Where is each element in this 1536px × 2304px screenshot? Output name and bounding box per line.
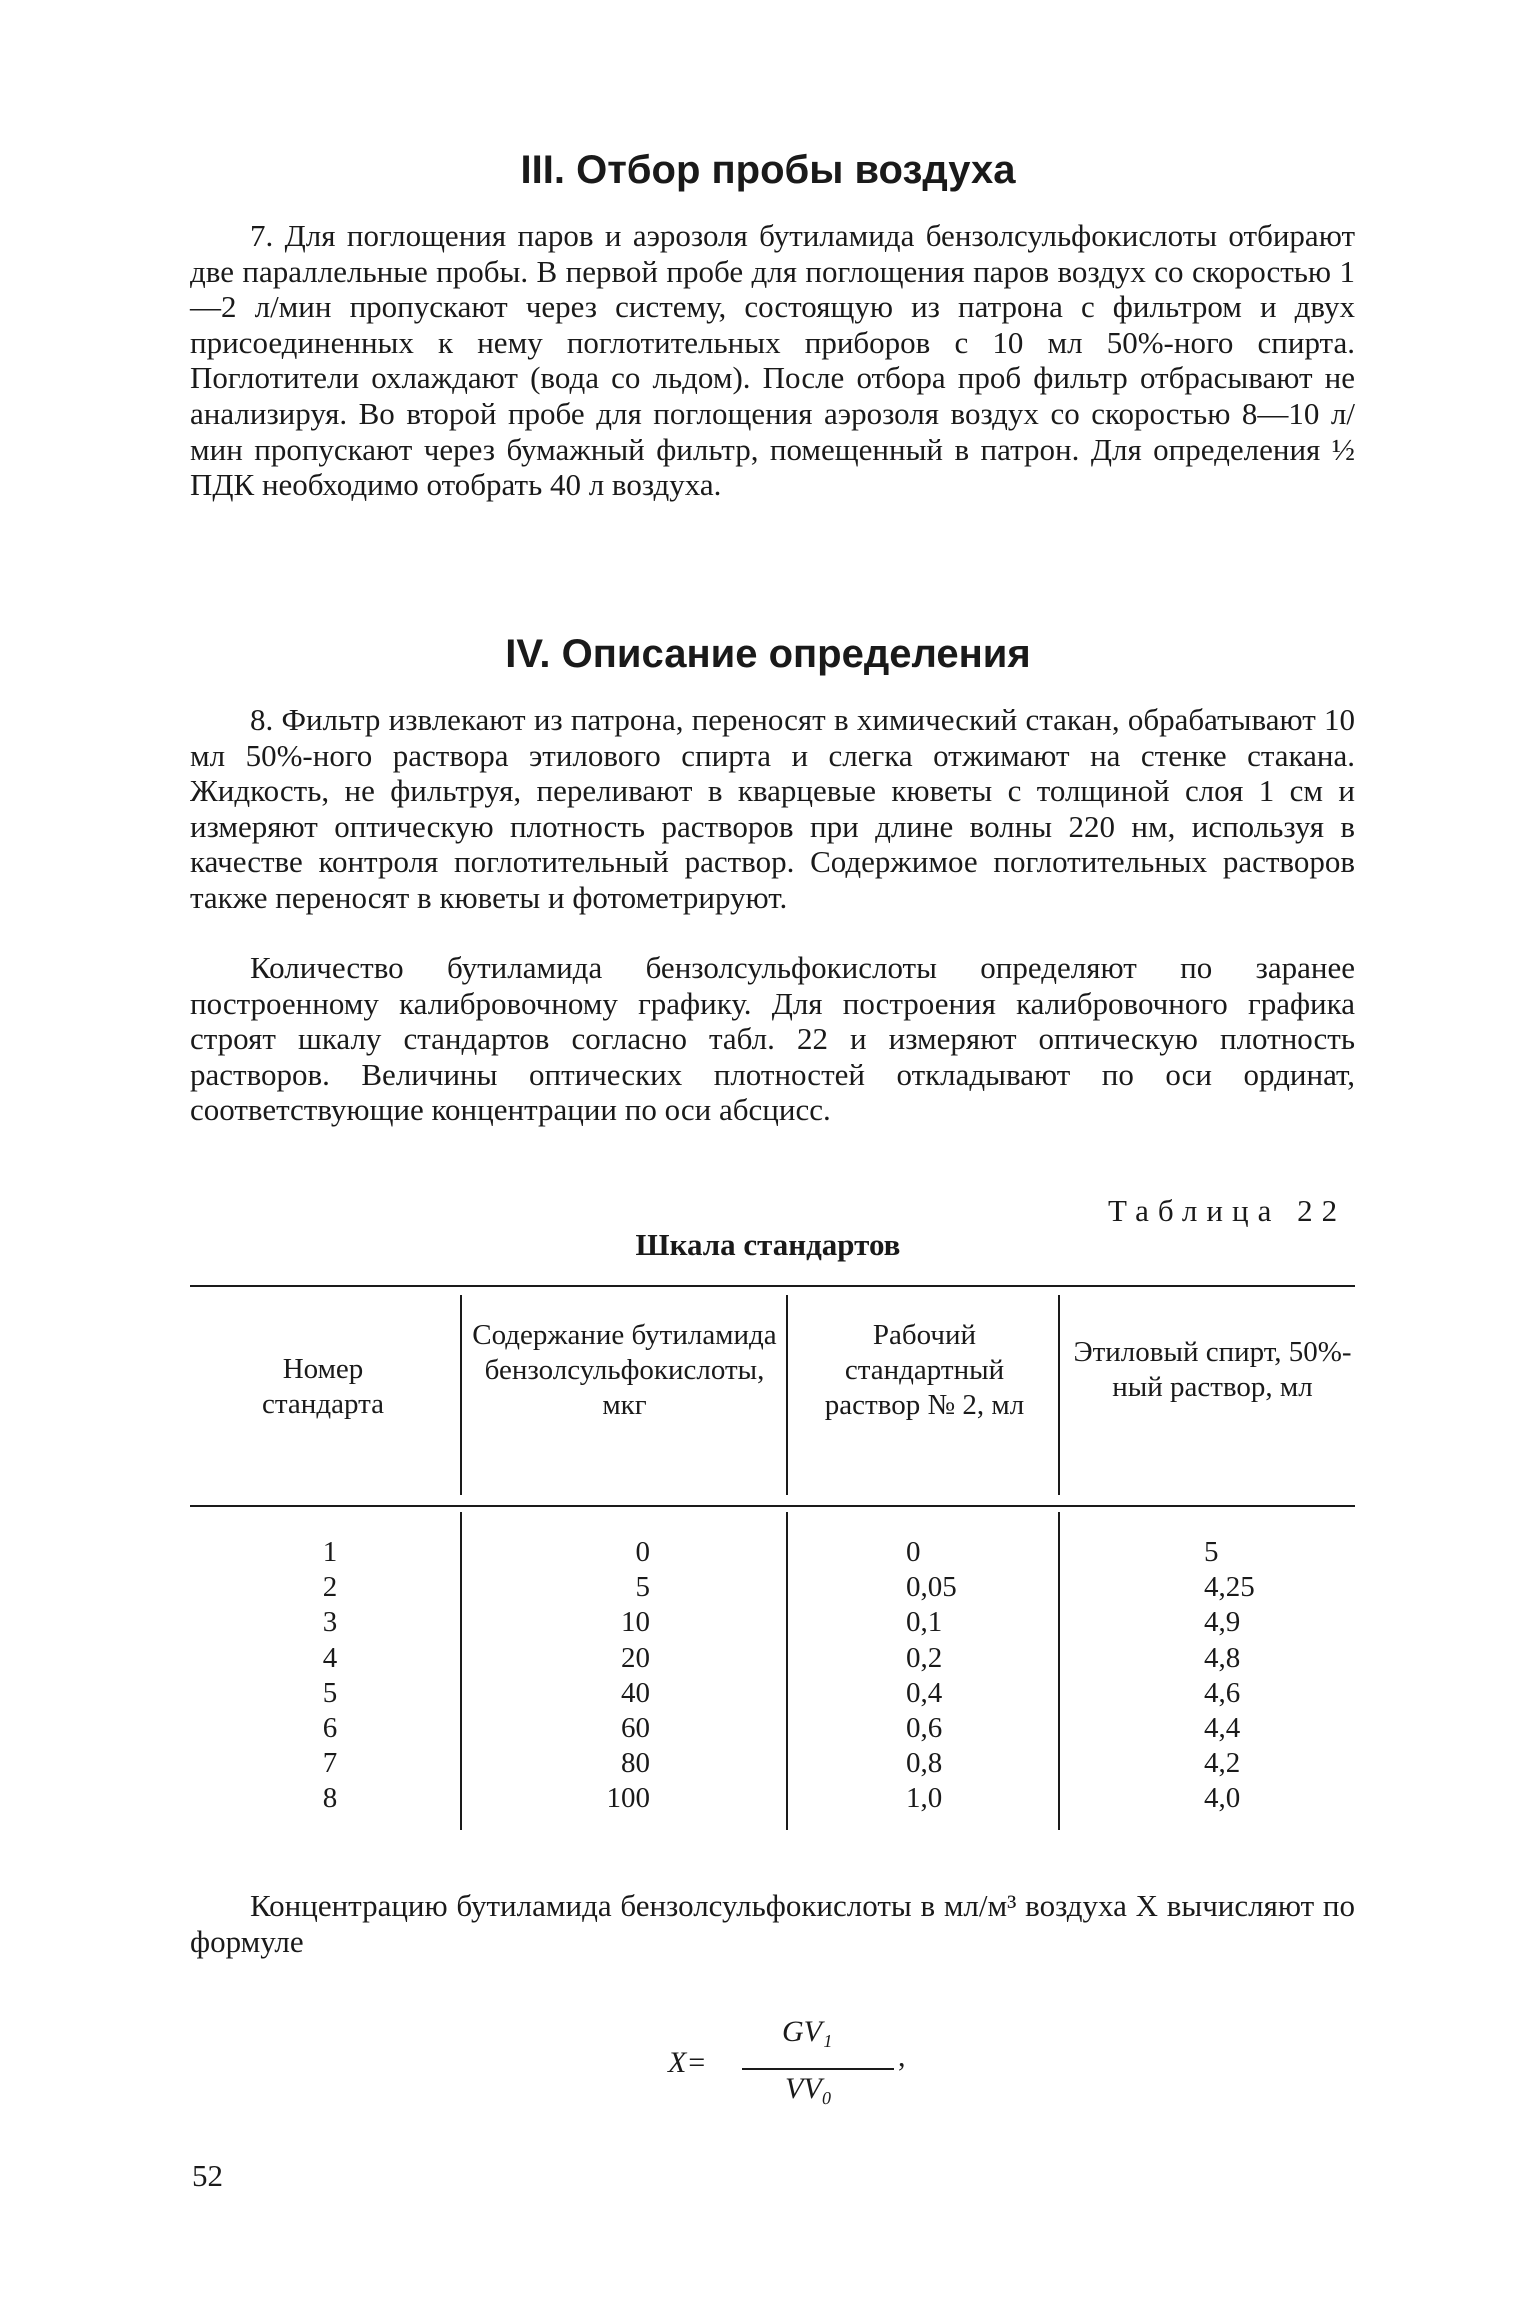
column-ethanol [1204,1535,1304,1817]
column-working-solution [906,1535,1006,1817]
table-label: Таблица 22 [1108,1193,1347,1228]
table-top-rule [190,1285,1355,1287]
fraction-bar [742,2068,894,2070]
table-cell: 0,4 [906,1676,943,1709]
header-standard-number: Номер стандарта [262,1353,384,1420]
table-cell: 5 [1204,1536,1219,1568]
table-cell: 8 [322,1782,338,1815]
table-caption: Шкала стандартов [635,1227,901,1262]
table-cell: 4,4 [1204,1712,1241,1745]
column-content [580,1535,650,1817]
table-header-rule [190,1505,1355,1507]
section-4-title: IV. Описание определения [505,632,1031,676]
table-cell: 4,8 [1204,1641,1241,1674]
table-cell: 5 [322,1676,338,1709]
table-cell: 80 [621,1747,650,1780]
table-cell: 3 [322,1606,338,1639]
paragraph-sampling: 7. Для поглощения паров и аэрозоля бутиламида бензолсульфокислоты отбирают две параллельные пробы. В первой пробе для поглощения паров воздух со скоростью 1—2 л/мин пропускают через систему, состоящую из патрона с фильтром и двух присоединенных к нему поглотительных приборов с 10 мл 50%-ного спирта. Поглотители охлаждают (вода со льдом). После отбора проб фильтр отбрасывают не анализируя. Во второй пробе для поглощения аэрозоля воздух со скоростью 8—10 л/мин пропускают через бумажный фильтр, помещенный в патрон. Для определения ½ ПДК необходимо отобрать 40 л воздуха. [190,218,1355,503]
formula-trail: , [898,2040,906,2073]
section-3-title: III. Отбор пробы воздуха [520,148,1016,192]
column-divider [786,1295,788,1495]
table-cell: 4,2 [1204,1747,1241,1780]
formula-numerator: GV₁ [782,2015,833,2048]
table-cell: 0,6 [906,1712,943,1745]
formula-lhs: X= [668,2046,707,2079]
paragraph-calibration: Количество бутиламида бензолсульфокислоты определяют по заранее построенному калибровочному графику. Для построения калибровочного графика строят шкалу стандартов согласно табл. 22 и измеряют оптическую плотность растворов. Величины оптических плотностей откладывают по оси ординат, соответствующие концентрации по оси абсцисс. [190,950,1355,1128]
column-divider [460,1295,462,1495]
table-cell: 40 [621,1676,650,1709]
paragraph-procedure: 8. Фильтр извлекают из патрона, переносят в химический стакан, обрабатывают 10 мл 50%-ного раствора этилового спирта и слегка отжимают на стенке стакана. Жидкость, не фильтруя, переливают в кварцевые кюветы с толщиной слоя 1 см и измеряют оптическую плотность растворов при длине волны 220 нм, используя в качестве контроля поглотительный раствор. Содержимое поглотительных растворов также переносят в кюветы и фотометрируют. [190,702,1355,915]
table-cell: 5 [635,1571,650,1604]
header-content: Содержание бутиламида бензолсульфокислоты, мкг [472,1319,777,1421]
column-divider [460,1512,462,1830]
column-standard-number [310,1535,350,1817]
table-cell: 4,9 [1204,1606,1241,1639]
table-cell: 0 [906,1536,921,1568]
table-cell: 4 [322,1641,338,1674]
table-cell: 0,2 [906,1641,943,1674]
table-cell: 10 [621,1606,650,1639]
table-cell: 0,1 [906,1606,943,1639]
table-cell: 1 [322,1536,338,1568]
header-working-solution: Рабочий стандартный раствор № 2, мл [824,1319,1025,1421]
table-cell: 1,0 [906,1782,943,1815]
table-cell: 60 [621,1712,650,1745]
table-cell: 4,25 [1204,1571,1255,1604]
paragraph-concentration: Концентрацию бутиламида бензолсульфокислоты в мл/м³ воздуха X вычисляют по формуле [190,1888,1355,1959]
table-cell: 0 [635,1536,650,1568]
column-divider [1058,1295,1060,1495]
table-cell: 100 [606,1782,650,1815]
table-cell: 4,6 [1204,1676,1241,1709]
page-number: 52 [192,2158,223,2193]
column-divider [786,1512,788,1830]
table-cell: 0,05 [906,1571,957,1604]
table-cell: 20 [621,1641,650,1674]
table-cell: 2 [322,1571,338,1604]
table-cell: 0,8 [906,1747,943,1780]
formula-denominator: VV₀ [785,2072,833,2105]
table-cell: 7 [322,1747,338,1780]
table-cell: 6 [322,1712,338,1745]
column-divider [1058,1512,1060,1830]
header-ethanol: Этиловый спирт, 50%-ный раствор, мл [1073,1336,1352,1403]
table-cell: 4,0 [1204,1782,1241,1815]
